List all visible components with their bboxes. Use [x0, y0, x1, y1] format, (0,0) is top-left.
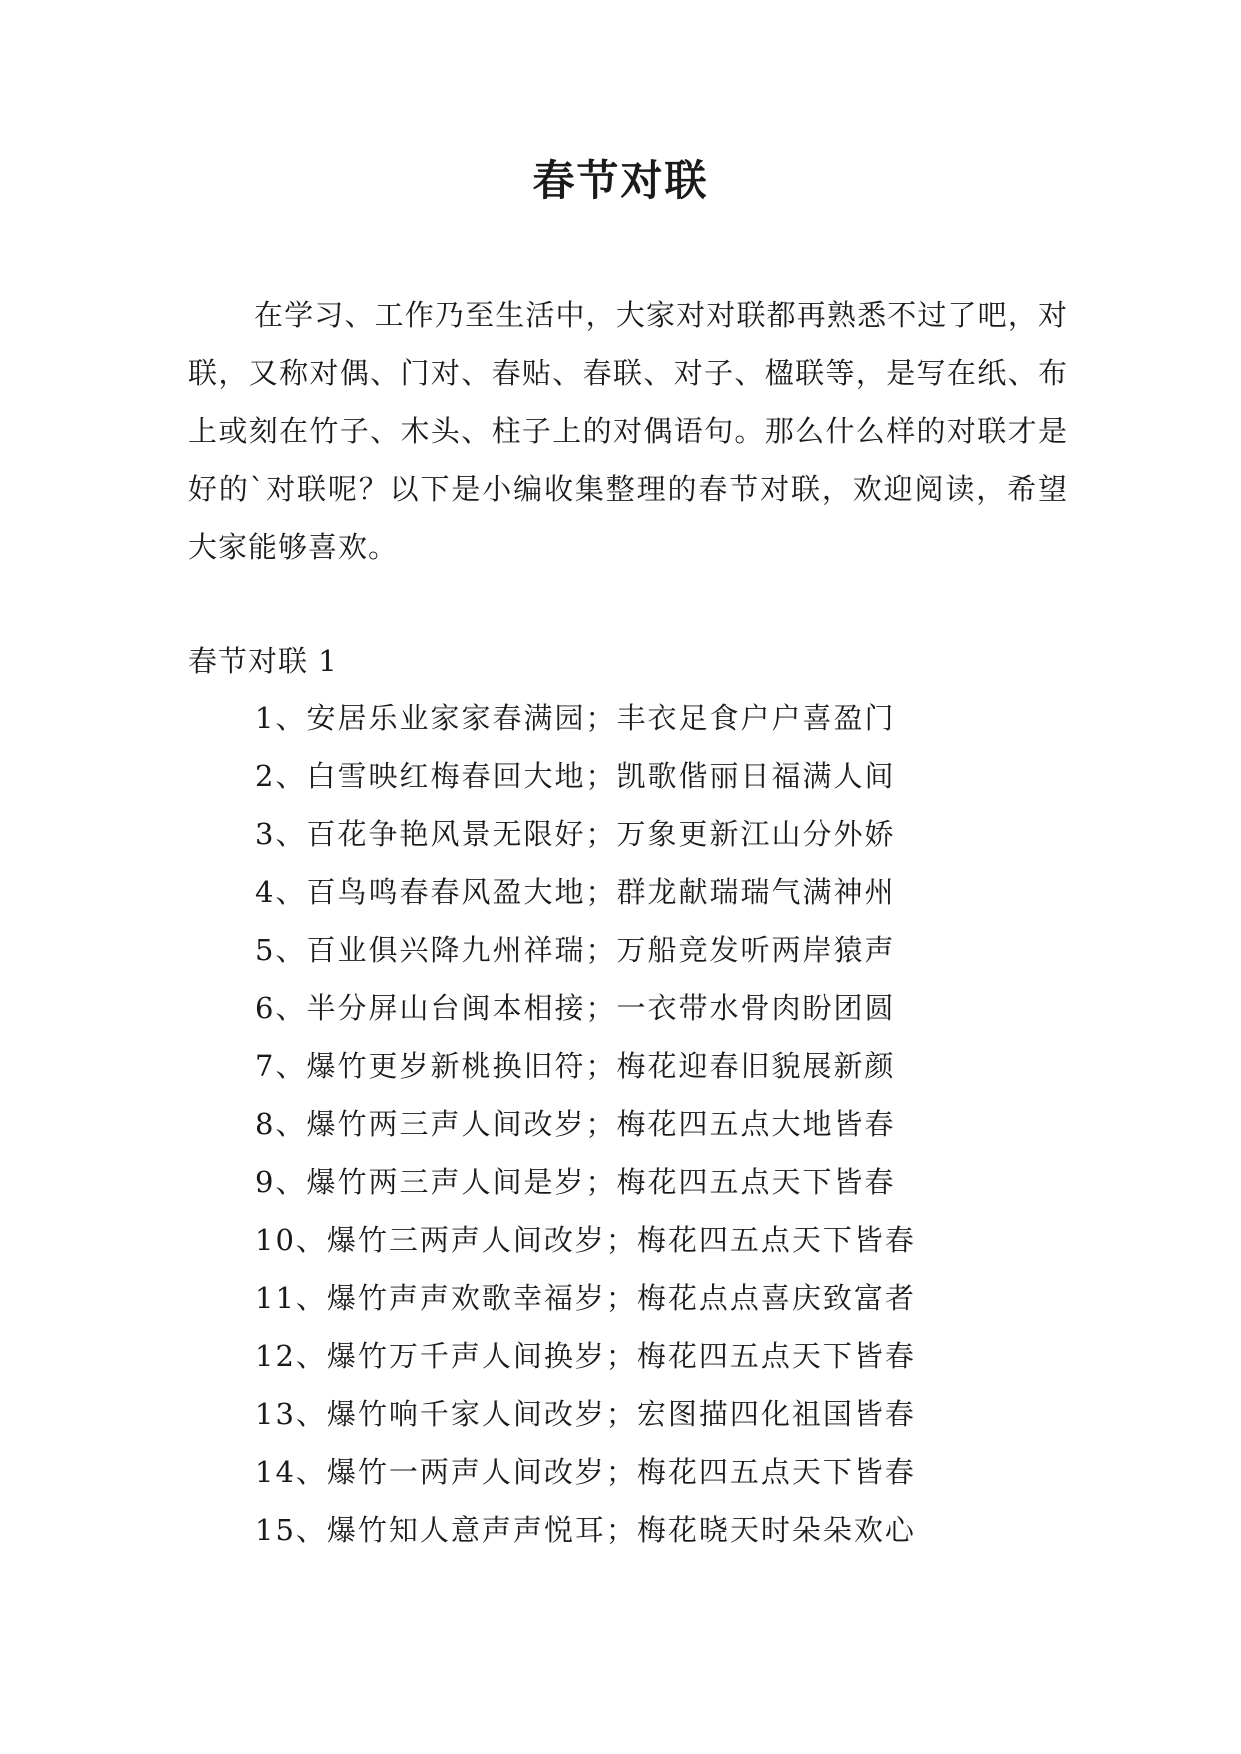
couplet-item: 6、半分屏山台闽本相接；一衣带水骨肉盼团圆 [255, 991, 896, 1025]
couplet-item: 12、爆竹万千声人间换岁；梅花四五点天下皆春 [255, 1339, 916, 1373]
couplet-item: 14、爆竹一两声人间改岁；梅花四五点天下皆春 [255, 1455, 916, 1489]
couplet-item: 9、爆竹两三声人间是岁；梅花四五点天下皆春 [255, 1165, 896, 1199]
couplet-item: 3、百花争艳风景无限好；万象更新江山分外娇 [255, 817, 896, 851]
couplet-list [255, 698, 916, 1568]
couplet-item: 15、爆竹知人意声声悦耳；梅花晓天时朵朵欢心 [255, 1513, 916, 1547]
couplet-item: 1、安居乐业家家春满园；丰衣足食户户喜盈门 [255, 701, 896, 735]
couplet-item: 2、白雪映红梅春回大地；凯歌偕丽日福满人间 [255, 759, 896, 793]
document-title: 春节对联 [532, 156, 709, 205]
intro-paragraph: 在学习、工作乃至生活中，大家对对联都再熟悉不过了吧，对联，又称对偶、门对、春贴、春联、对子、楹联等，是写在纸、布上或刻在竹子、木头、柱子上的对偶语句。那么什么样的对联才是好的`对联呢？以下是小编收集整理的春节对联，欢迎阅读，希望大家能够喜欢。 [188, 298, 1068, 564]
couplet-item: 7、爆竹更岁新桃换旧符；梅花迎春旧貌展新颜 [255, 1049, 896, 1083]
section-heading: 春节对联 1 [188, 644, 338, 678]
couplet-item: 10、爆竹三两声人间改岁；梅花四五点天下皆春 [255, 1223, 916, 1257]
couplet-item: 11、爆竹声声欢歌幸福岁；梅花点点喜庆致富者 [255, 1281, 916, 1315]
couplet-item: 13、爆竹响千家人间改岁；宏图描四化祖国皆春 [255, 1397, 916, 1431]
couplet-item: 8、爆竹两三声人间改岁；梅花四五点大地皆春 [255, 1107, 896, 1141]
couplet-item: 5、百业俱兴降九州祥瑞；万船竞发听两岸猿声 [255, 933, 896, 967]
couplet-item: 4、百鸟鸣春春风盈大地；群龙献瑞瑞气满神州 [255, 875, 896, 909]
